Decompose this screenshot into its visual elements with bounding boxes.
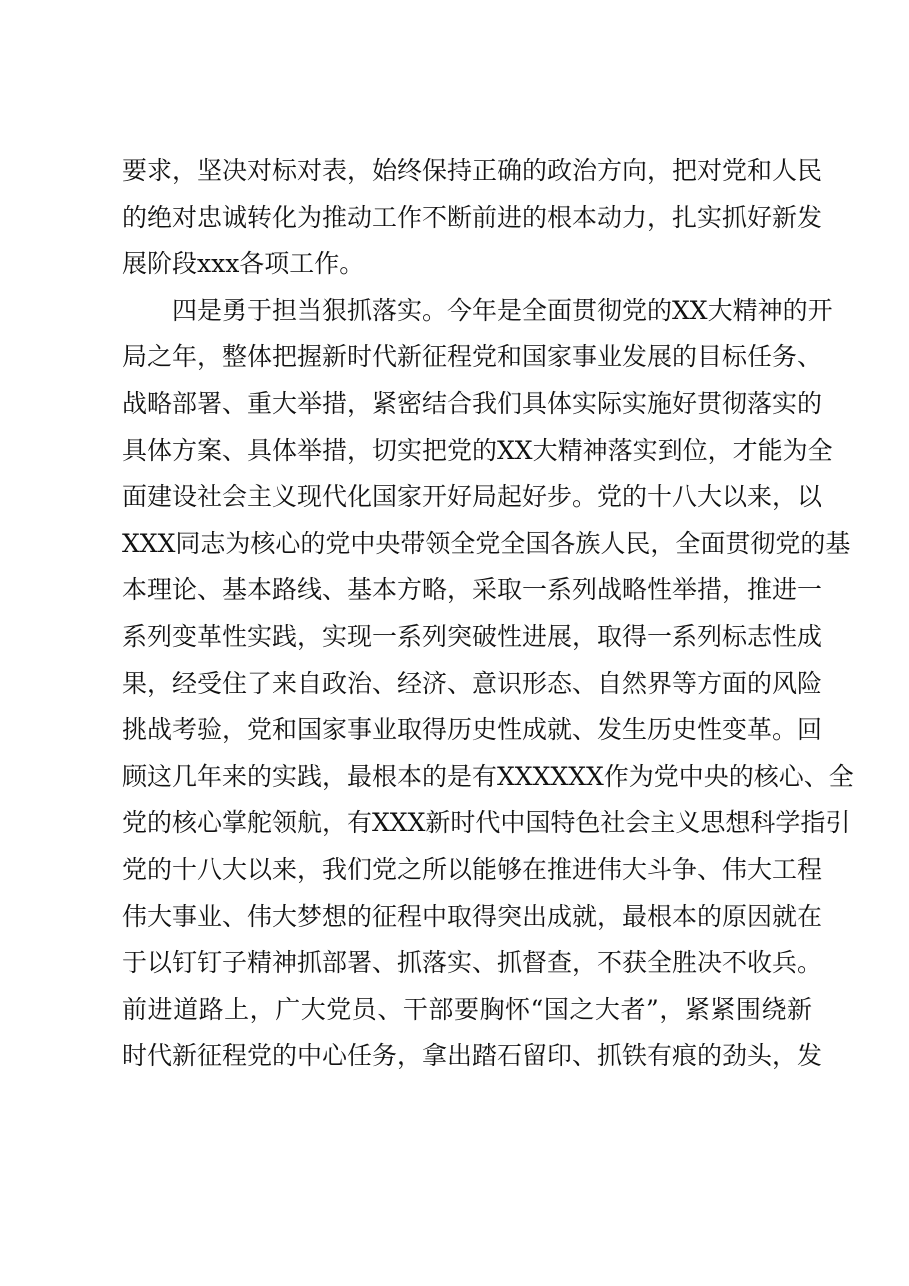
document-body <box>122 148 854 1080</box>
text-line: 党的核心掌舵领航，有XXX新时代中国特色社会主义思想科学指引 <box>122 808 851 838</box>
text-line: 战略部署、重大举措，紧密结合我们具体实际实施好贯彻落实的 <box>122 388 823 418</box>
text-line: 具体方案、具体举措，切实把党的XX大精神落实到位，才能为全 <box>122 435 833 465</box>
text-line: 局之年，整体把握新时代新征程党和国家事业发展的目标任务、 <box>122 342 823 372</box>
text-line: 前进道路上，广大党员、干部要胸怀“国之大者”，紧紧围绕新 <box>122 994 812 1024</box>
text-line: XXX同志为核心的党中央带领全党全国各族人民，全面贯彻党的基 <box>122 528 851 558</box>
text-line: 于以钉钉子精神抓部署、抓落实、抓督查，不获全胜决不收兵。 <box>122 948 823 978</box>
text-line: 四是勇于担当狠抓落实。今年是全面贯彻党的XX大精神的开 <box>172 295 833 325</box>
text-line: 面建设社会主义现代化国家开好局起好步。党的十八大以来，以 <box>122 482 823 512</box>
paragraph-1 <box>122 148 823 288</box>
text-line: 顾这几年来的实践，最根本的是有XXXXXX作为党中央的核心、全 <box>122 761 854 791</box>
text-line: 系列变革性实践，实现一系列突破性进展，取得一系列标志性成 <box>122 621 823 651</box>
text-line: 时代新征程党的中心任务，拿出踏石留印、抓铁有痕的劲头，发 <box>122 1041 823 1071</box>
text-line: 展阶段xxx各项工作。 <box>122 249 365 279</box>
paragraph-2 <box>122 288 854 1080</box>
text-line: 伟大事业、伟大梦想的征程中取得突出成就，最根本的原因就在 <box>122 901 823 931</box>
text-line: 党的十八大以来，我们党之所以能够在推进伟大斗争、伟大工程 <box>122 854 823 884</box>
text-line: 挑战考验，党和国家事业取得历史性成就、发生历史性变革。回 <box>122 715 823 745</box>
text-line: 的绝对忠诚转化为推动工作不断前进的根本动力，扎实抓好新发 <box>122 202 823 232</box>
text-line: 果，经受住了来自政治、经济、意识形态、自然界等方面的风险 <box>122 668 823 698</box>
text-line: 要求，坚决对标对表，始终保持正确的政治方向，把对党和人民 <box>122 156 823 185</box>
text-line: 本理论、基本路线、基本方略，采取一系列战略性举措，推进一 <box>122 575 823 605</box>
